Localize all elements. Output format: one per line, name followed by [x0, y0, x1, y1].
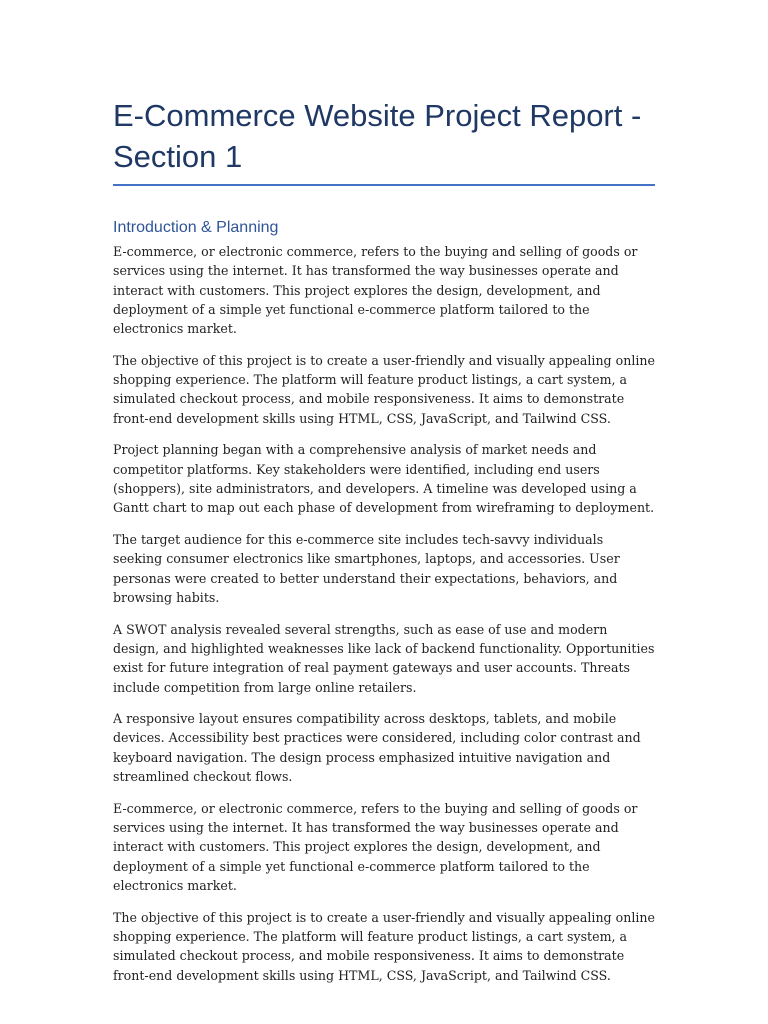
document-page [113, 95, 655, 997]
body-paragraph-2: The objective of this project is to create a user-friendly and visually appealing online shopping experience. The platform will feature product listings, a cart system, a simulated checkout process, and mobile responsiveness. It aims to demonstrate front-end development skills using HTML, CSS, JavaScript, and Tailwind CSS. [113, 352, 655, 426]
body-paragraph-4: The target audience for this e-commerce site includes tech-savvy individuals seeking consumer electronics like smartphones, laptops, and accessories. User personas were created to better understand their expectations, behaviors, and browsing habits. [113, 532, 620, 605]
body-paragraph-1: E-commerce, or electronic commerce, refers to the buying and selling of goods or services using the internet. It has transformed the way businesses operate and interact with customers. This project explores the design, development, and deployment of a simple yet functional e-commerce platform tailored to the electronics market. [113, 244, 638, 337]
body-paragraph-6: A responsive layout ensures compatibility across desktops, tablets, and mobile devices. Accessibility best practices were considered, including color contrast and keyboard navigation. The design process emphasized intuitive navigation and streamlined checkout flows. [113, 711, 641, 785]
body-paragraph-3: Project planning began with a comprehensive analysis of market needs and competitor platforms. Key stakeholders were identified, including end users (shoppers), site administrators, and developers. A timeline was developed using a Gantt chart to map out each phase of development from wireframing to deployment. [113, 442, 655, 516]
document-title: E-Commerce Website Project Report - Section 1 [113, 95, 655, 186]
section-heading: Introduction & Planning [113, 219, 279, 236]
body-paragraph-7: E-commerce, or electronic commerce, refers to the buying and selling of goods or services using the internet. It has transformed the way businesses operate and interact with customers. This project explores the design, development, and deployment of a simple yet functional e-commerce platform tailored to the electronics market. [113, 800, 638, 893]
body-paragraph-5: A SWOT analysis revealed several strengths, such as ease of use and modern design, and highlighted weaknesses like lack of backend functionality. Opportunities exist for future integration of real payment gateways and user accounts. Threats include competition from large online retailers. [113, 621, 655, 695]
body-paragraph-8: The objective of this project is to create a user-friendly and visually appealing online shopping experience. The platform will feature product listings, a cart system, a simulated checkout process, and mobile responsiveness. It aims to demonstrate front-end development skills using HTML, CSS, JavaScript, and Tailwind CSS. [113, 909, 655, 983]
